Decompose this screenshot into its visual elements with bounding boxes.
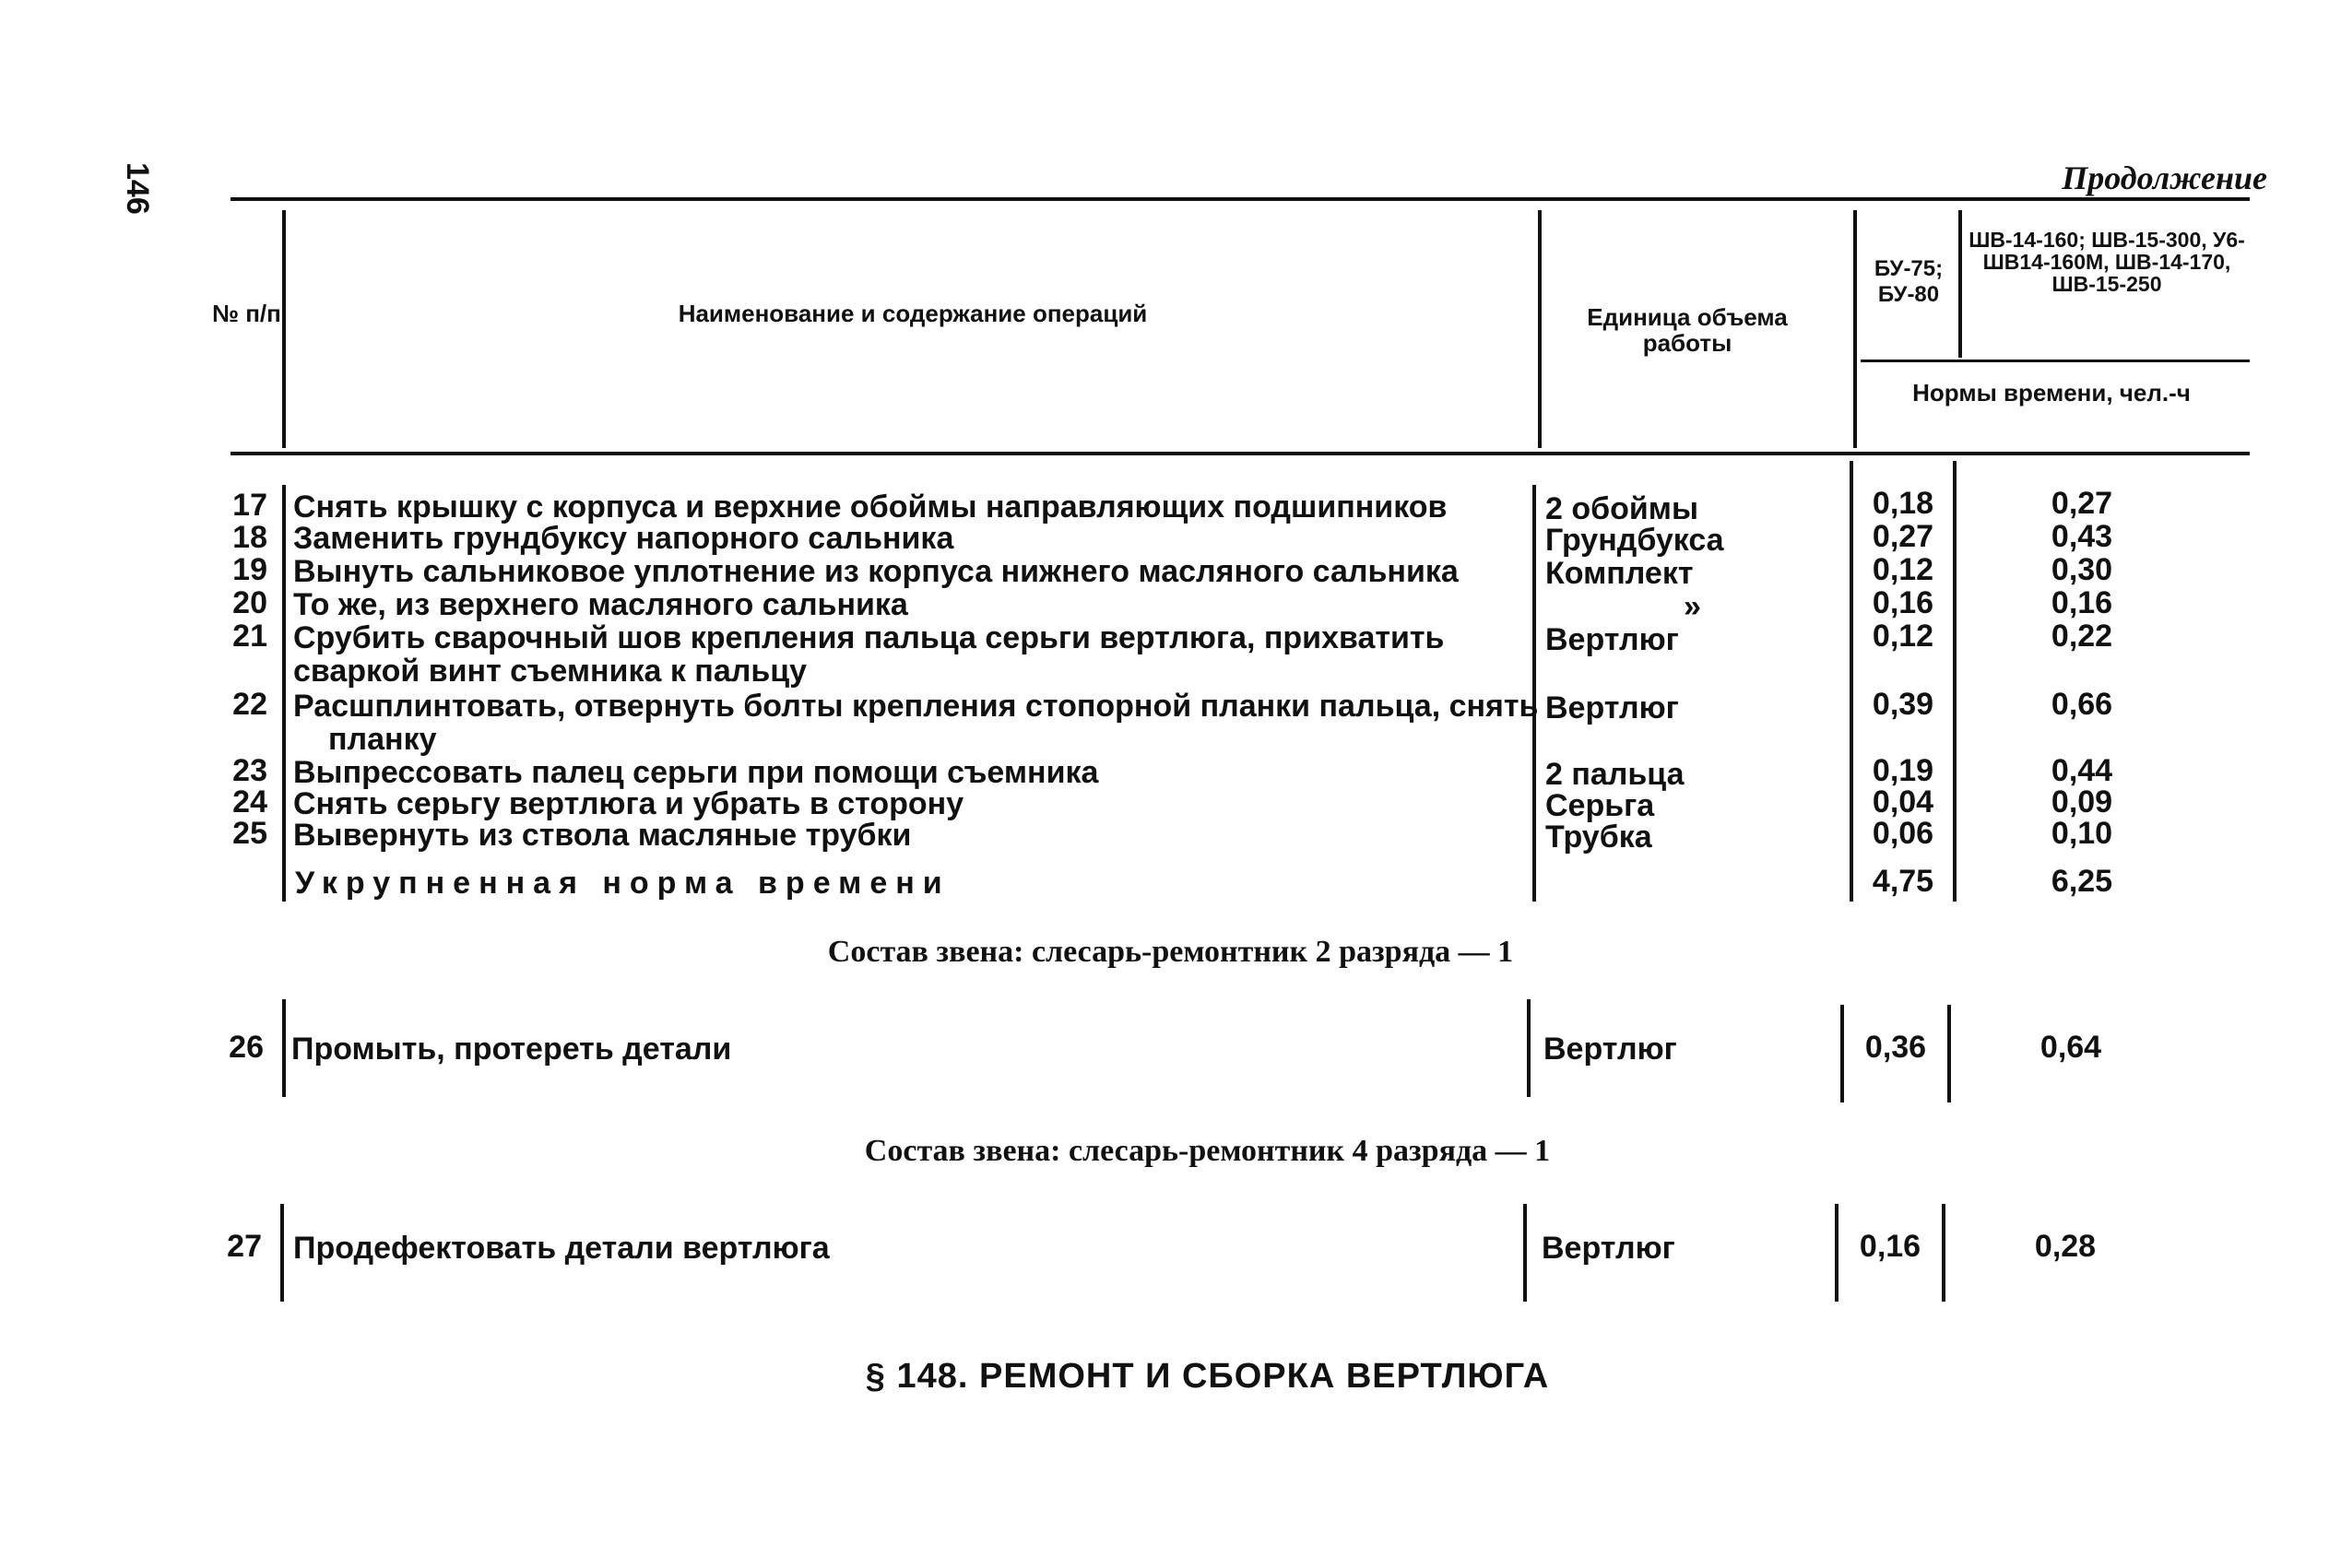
col-name-header: Наименование и содержание операций <box>678 300 1148 327</box>
norms-divider-rule <box>1861 360 2250 362</box>
row-number: 20 <box>232 585 267 620</box>
row-number: 19 <box>232 552 267 587</box>
row-bu: 0,19 <box>1872 753 1934 788</box>
row-unit: Грундбукса <box>1545 523 1724 558</box>
row-number: 25 <box>232 816 267 851</box>
row-name: Срубить сварочный шов крепления пальца серьги вертлюга, прихватить <box>293 620 1445 655</box>
row-bu: 0,16 <box>1859 1229 1921 1264</box>
row-number: 23 <box>232 753 267 788</box>
header-bottom-rule <box>231 452 2250 455</box>
row-name-cont: сваркой винт съемника к пальцу <box>293 654 808 689</box>
header-vline-4 <box>1958 210 1962 358</box>
row-shv: 0,44 <box>2051 753 2113 788</box>
row-name-cont: планку <box>328 722 437 757</box>
row-bu: 0,12 <box>1872 619 1934 654</box>
row-name: Вынуть сальниковое уплотнение из корпуса нижнего масляного сальника <box>293 554 1459 589</box>
row-number: 22 <box>232 687 267 722</box>
row26-vline-2 <box>1527 999 1531 1097</box>
row-shv: 0,30 <box>2051 552 2113 587</box>
body-vline-1 <box>282 485 286 902</box>
row-name: Расшплинтовать, отвернуть болты крепления стопорной планки пальца, снять <box>293 689 1539 724</box>
row-name: Снять серьгу вертлюга и убрать в сторону <box>293 786 964 821</box>
row-name: Продефектовать детали вертлюга <box>293 1231 830 1266</box>
total-bu: 4,75 <box>1872 864 1934 899</box>
col-unit-header: Единица объема работы <box>1587 303 1788 357</box>
row-shv: 0,64 <box>2040 1030 2102 1065</box>
col-bu-header: БУ-75; БУ-80 <box>1874 256 1944 307</box>
row-bu: 0,39 <box>1872 687 1934 722</box>
row-name: Заменить грундбуксу напорного сальника <box>293 521 954 556</box>
row-name: То же, из верхнего масляного сальника <box>293 587 908 622</box>
row-shv: 0,09 <box>2051 784 2113 819</box>
row27-vline-1 <box>280 1204 284 1302</box>
row-shv: 0,16 <box>2051 585 2113 620</box>
row-unit: Вертлюг <box>1545 622 1679 657</box>
continued-label: Продолжение <box>2062 159 2267 196</box>
row-name: Промыть, протереть детали <box>291 1032 732 1067</box>
row-unit: 2 обоймы <box>1545 491 1698 526</box>
section-title: § 148. РЕМОНТ И СБОРКА ВЕРТЛЮГА <box>865 1357 1550 1396</box>
row-unit: 2 пальца <box>1545 757 1685 792</box>
row-name: Вывернуть из ствола масляные трубки <box>293 818 912 853</box>
row-bu: 0,06 <box>1872 816 1934 851</box>
col-norms-header: Нормы времени, чел.-ч <box>1912 379 2191 407</box>
row-name: Снять крышку с корпуса и верхние обоймы направляющих подшипников <box>293 489 1448 525</box>
row-unit: Вертлюг <box>1545 690 1679 725</box>
row-unit: Комплект <box>1545 556 1694 591</box>
row-number: 21 <box>232 619 267 654</box>
row-unit: Серьга <box>1545 788 1655 823</box>
row-bu: 0,27 <box>1872 519 1934 554</box>
row-number: 26 <box>229 1030 264 1065</box>
row-name: Выпрессовать палец серьги при помощи съемника <box>293 755 1099 790</box>
row-bu: 0,04 <box>1872 784 1934 819</box>
row-number: 17 <box>232 488 267 523</box>
row27-vline-2 <box>1523 1204 1527 1302</box>
row-number: 27 <box>227 1229 262 1264</box>
row-shv: 0,66 <box>2051 687 2113 722</box>
total-shv: 6,25 <box>2051 864 2113 899</box>
row-shv: 0,28 <box>2034 1229 2097 1264</box>
col-no-header: № п/п <box>212 300 281 327</box>
row-unit: » <box>1684 589 1701 624</box>
row-shv: 0,10 <box>2051 816 2113 851</box>
row-bu: 0,18 <box>1872 486 1934 521</box>
row-unit: Вертлюг <box>1542 1231 1675 1266</box>
col-shv-header: ШВ-14-160; ШВ-15-300, У6-ШВ14-160М, ШВ-14-170, ШВ-15-250 <box>1969 228 2245 296</box>
row-shv: 0,22 <box>2051 619 2113 654</box>
row-number: 24 <box>232 784 267 819</box>
row-bu: 0,16 <box>1872 585 1934 620</box>
row-shv: 0,43 <box>2051 519 2113 554</box>
crew-composition-2: Состав звена: слесарь-ремонтник 4 разряда — 1 <box>864 1134 1551 1168</box>
header-top-rule <box>231 197 2250 201</box>
header-vline-1 <box>282 210 286 448</box>
crew-composition-1: Состав звена: слесарь-ремонтник 2 разряда — 1 <box>827 935 1514 969</box>
page-number: 146 <box>120 162 155 215</box>
total-label: Укрупненная норма времени <box>295 866 951 901</box>
row-bu: 0,36 <box>1864 1030 1927 1065</box>
row-shv: 0,27 <box>2051 486 2113 521</box>
header-vline-2 <box>1538 210 1542 448</box>
header-vline-3 <box>1853 210 1857 448</box>
row-bu: 0,12 <box>1872 552 1934 587</box>
row-unit: Вертлюг <box>1543 1032 1677 1067</box>
row26-vline-1 <box>282 999 286 1097</box>
row-number: 18 <box>232 520 267 555</box>
row-unit: Трубка <box>1545 819 1652 855</box>
